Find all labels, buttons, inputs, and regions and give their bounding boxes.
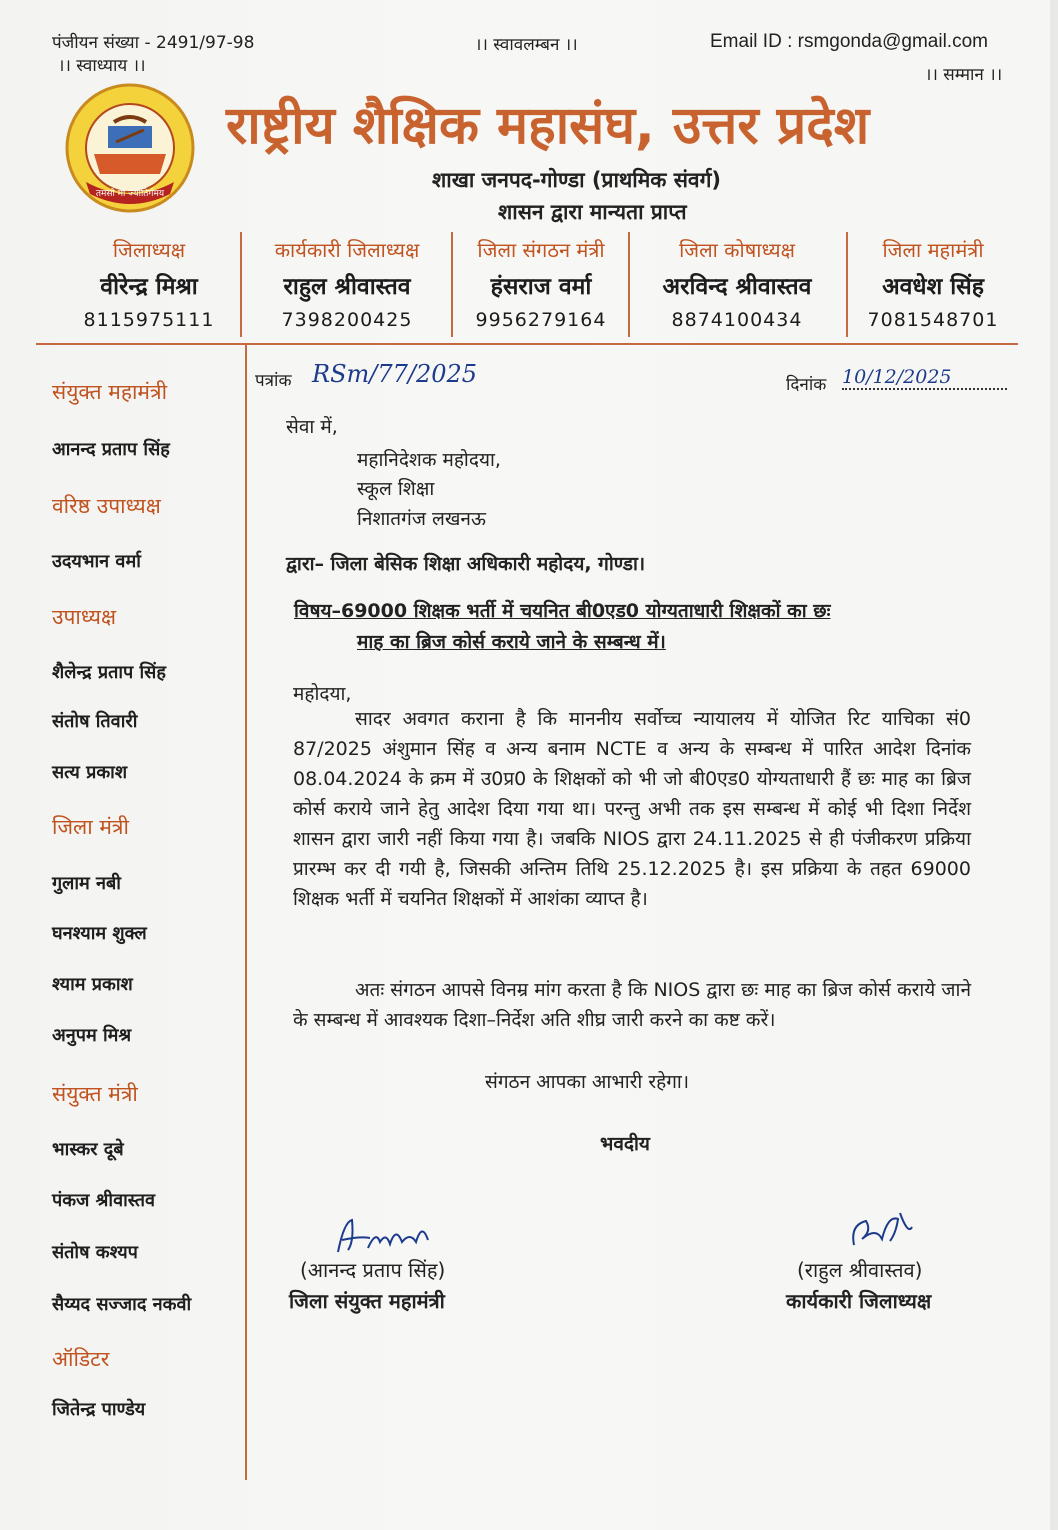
motto-left: ।। स्वाध्याय ।। xyxy=(58,56,146,76)
sidebar-role: संयुक्त मंत्री xyxy=(52,1082,138,1106)
officer-phone: 8115975111 xyxy=(83,309,215,331)
divider xyxy=(451,232,453,337)
officer-name: हंसराज वर्मा xyxy=(490,274,592,300)
officer-phone: 9956279164 xyxy=(475,309,607,331)
sidebar-name: उदयभान वर्मा xyxy=(52,551,141,572)
date-value: 10/12/2025 xyxy=(842,366,1007,390)
via-line: द्वारा– जिला बेसिक शिक्षा अधिकारी महोदय, गोण्डा। xyxy=(286,553,646,575)
officer-treasurer xyxy=(631,236,843,346)
yours-faithfully: भवदीय xyxy=(600,1133,650,1155)
body-paragraph: सादर अवगत कराना है कि माननीय सर्वोच्च न्यायालय में योजित रिट याचिका सं0 87/2025 अंशुमान सिंह व अन्य बनाम NCTE व अन्य के सम्बन्ध में पारित आदेश दिनांक 08.04.2024 के क्रम में उ0प्र0 के शिक्षकों को भी जो बी0एड0 योग्यताधारी हैं छः माह का ब्रिज कोर्स कराये जाने हेतु आदेश दिया गया था। परन्तु अभी तक इस सम्बन्ध में कोई भी दिशा निर्देश शासन द्वारा जारी नहीं किया गया है। जबकि NIOS द्वारा 24.11.2025 से ही पंजीकरण प्रक्रिया प्रारम्भ कर दी गयी है, जिसकी अन्तिम तिथि 25.12.2025 है। इस प्रक्रिया के तहत 69000 शिक्षक भर्ती में चयनित शिक्षकों में आशंका व्याप्त है। xyxy=(293,708,971,910)
officer-role: जिला संगठन मंत्री xyxy=(477,238,605,262)
sidebar-name: सत्य प्रकाश xyxy=(52,762,128,783)
sidebar-role: वरिष्ठ उपाध्यक्ष xyxy=(52,494,161,518)
sidebar-role: ऑडिटर xyxy=(52,1347,110,1371)
sidebar-name: अनुपम मिश्र xyxy=(52,1025,132,1046)
date-label: दिनांक xyxy=(786,375,827,395)
salutation-to: सेवा में, xyxy=(286,416,338,438)
officer-phone: 7398200425 xyxy=(281,309,413,331)
header-rule xyxy=(36,343,1018,345)
divider xyxy=(240,232,242,337)
recognition-line: शासन द्वारा मान्यता प्राप्त xyxy=(498,200,687,224)
organization-logo xyxy=(64,82,196,214)
signatory-2-name: (राहुल श्रीवास्तव) xyxy=(797,1258,923,1282)
officer-phone: 7081548701 xyxy=(867,309,999,331)
body-paragraph: अतः संगठन आपसे विनम्र मांग करता है कि NIOS द्वारा छः माह का ब्रिज कोर्स कराये जाने के सम्बन्ध में आवश्यक दिशा–निर्देश अति शीघ्र जारी करने का कष्ट करें। xyxy=(293,979,971,1031)
registration-number: पंजीयन संख्या - 2491/97-98 xyxy=(52,33,255,53)
signatory-2-title: कार्यकारी जिलाध्यक्ष xyxy=(786,1289,932,1313)
officer-executive-president xyxy=(244,236,450,346)
subject-line: विषय–69000 शिक्षक भर्ती में चयनित बी0एड0 योग्यताधारी शिक्षकों का छः xyxy=(294,600,831,622)
signature-1 xyxy=(330,1212,440,1262)
officer-role: जिला महामंत्री xyxy=(882,238,984,262)
organization-name: राष्ट्रीय शैक्षिक महासंघ, उत्तर प्रदेश xyxy=(226,96,870,156)
officer-phone: 8874100434 xyxy=(671,309,803,331)
signatory-1-name: (आनन्द प्रताप सिंह) xyxy=(300,1258,446,1282)
branch-line: शाखा जनपद-गोण्डा (प्राथमिक संवर्ग) xyxy=(432,168,722,192)
officer-role: जिलाध्यक्ष xyxy=(112,238,186,262)
sidebar-role: जिला मंत्री xyxy=(52,815,129,839)
signature-2 xyxy=(838,1205,918,1260)
greeting: महोदया, xyxy=(293,683,352,705)
sidebar-name: संतोष कश्यप xyxy=(52,1242,138,1263)
email-id: Email ID : rsmgonda@gmail.com xyxy=(710,31,988,52)
sidebar-name: भास्कर दूबे xyxy=(52,1139,124,1160)
sidebar-name: सैय्यद सज्जाद नकवी xyxy=(52,1294,192,1315)
officer-general-secretary xyxy=(850,236,1016,346)
addressee-line: महानिदेशक महोदया, xyxy=(357,449,501,471)
divider xyxy=(846,232,848,337)
officer-name: राहुल श्रीवास्तव xyxy=(283,274,411,300)
sidebar-role: संयुक्त महामंत्री xyxy=(52,380,168,404)
addressee-line: निशातगंज लखनऊ xyxy=(357,508,486,530)
motto-right: ।। सम्मान ।। xyxy=(925,65,1003,85)
closing-line: संगठन आपका आभारी रहेगा। xyxy=(485,1071,690,1093)
subject-line: माह का ब्रिज कोर्स कराये जाने के सम्बन्ध में। xyxy=(357,631,666,653)
sidebar-name: घनश्याम शुक्ल xyxy=(52,923,147,944)
logo-motto: तमसो मा ज्योतिर्गमय xyxy=(95,189,165,199)
officer-name: वीरेन्द्र मिश्रा xyxy=(100,274,198,300)
sidebar-name: गुलाम नबी xyxy=(52,873,121,894)
reference-number: RSm/77/2025 xyxy=(312,360,478,388)
sidebar-name: शैलेन्द्र प्रताप सिंह xyxy=(52,662,166,683)
sidebar-divider xyxy=(245,345,247,1480)
officer-role: जिला कोषाध्यक्ष xyxy=(679,238,795,262)
officer-role: कार्यकारी जिलाध्यक्ष xyxy=(274,238,420,262)
signatory-1-title: जिला संयुक्त महामंत्री xyxy=(289,1289,445,1313)
officer-president xyxy=(60,236,238,346)
sidebar-name: जितेन्द्र पाण्डेय xyxy=(52,1399,146,1420)
officer-organization-minister xyxy=(455,236,627,346)
reference-label: पत्रांक xyxy=(255,371,292,391)
officer-name: अवधेश सिंह xyxy=(882,274,984,300)
sidebar-role: उपाध्यक्ष xyxy=(52,605,117,629)
sidebar-name: पंकज श्रीवास्तव xyxy=(52,1190,156,1211)
divider xyxy=(628,232,630,337)
addressee-line: स्कूल शिक्षा xyxy=(357,478,435,500)
motto-center: ।। स्वावलम्बन ।। xyxy=(475,35,578,55)
sidebar-name: आनन्द प्रताप सिंह xyxy=(52,439,170,460)
sidebar-name: श्याम प्रकाश xyxy=(52,974,133,995)
officer-name: अरविन्द श्रीवास्तव xyxy=(662,274,812,300)
sidebar-name: संतोष तिवारी xyxy=(52,711,138,732)
